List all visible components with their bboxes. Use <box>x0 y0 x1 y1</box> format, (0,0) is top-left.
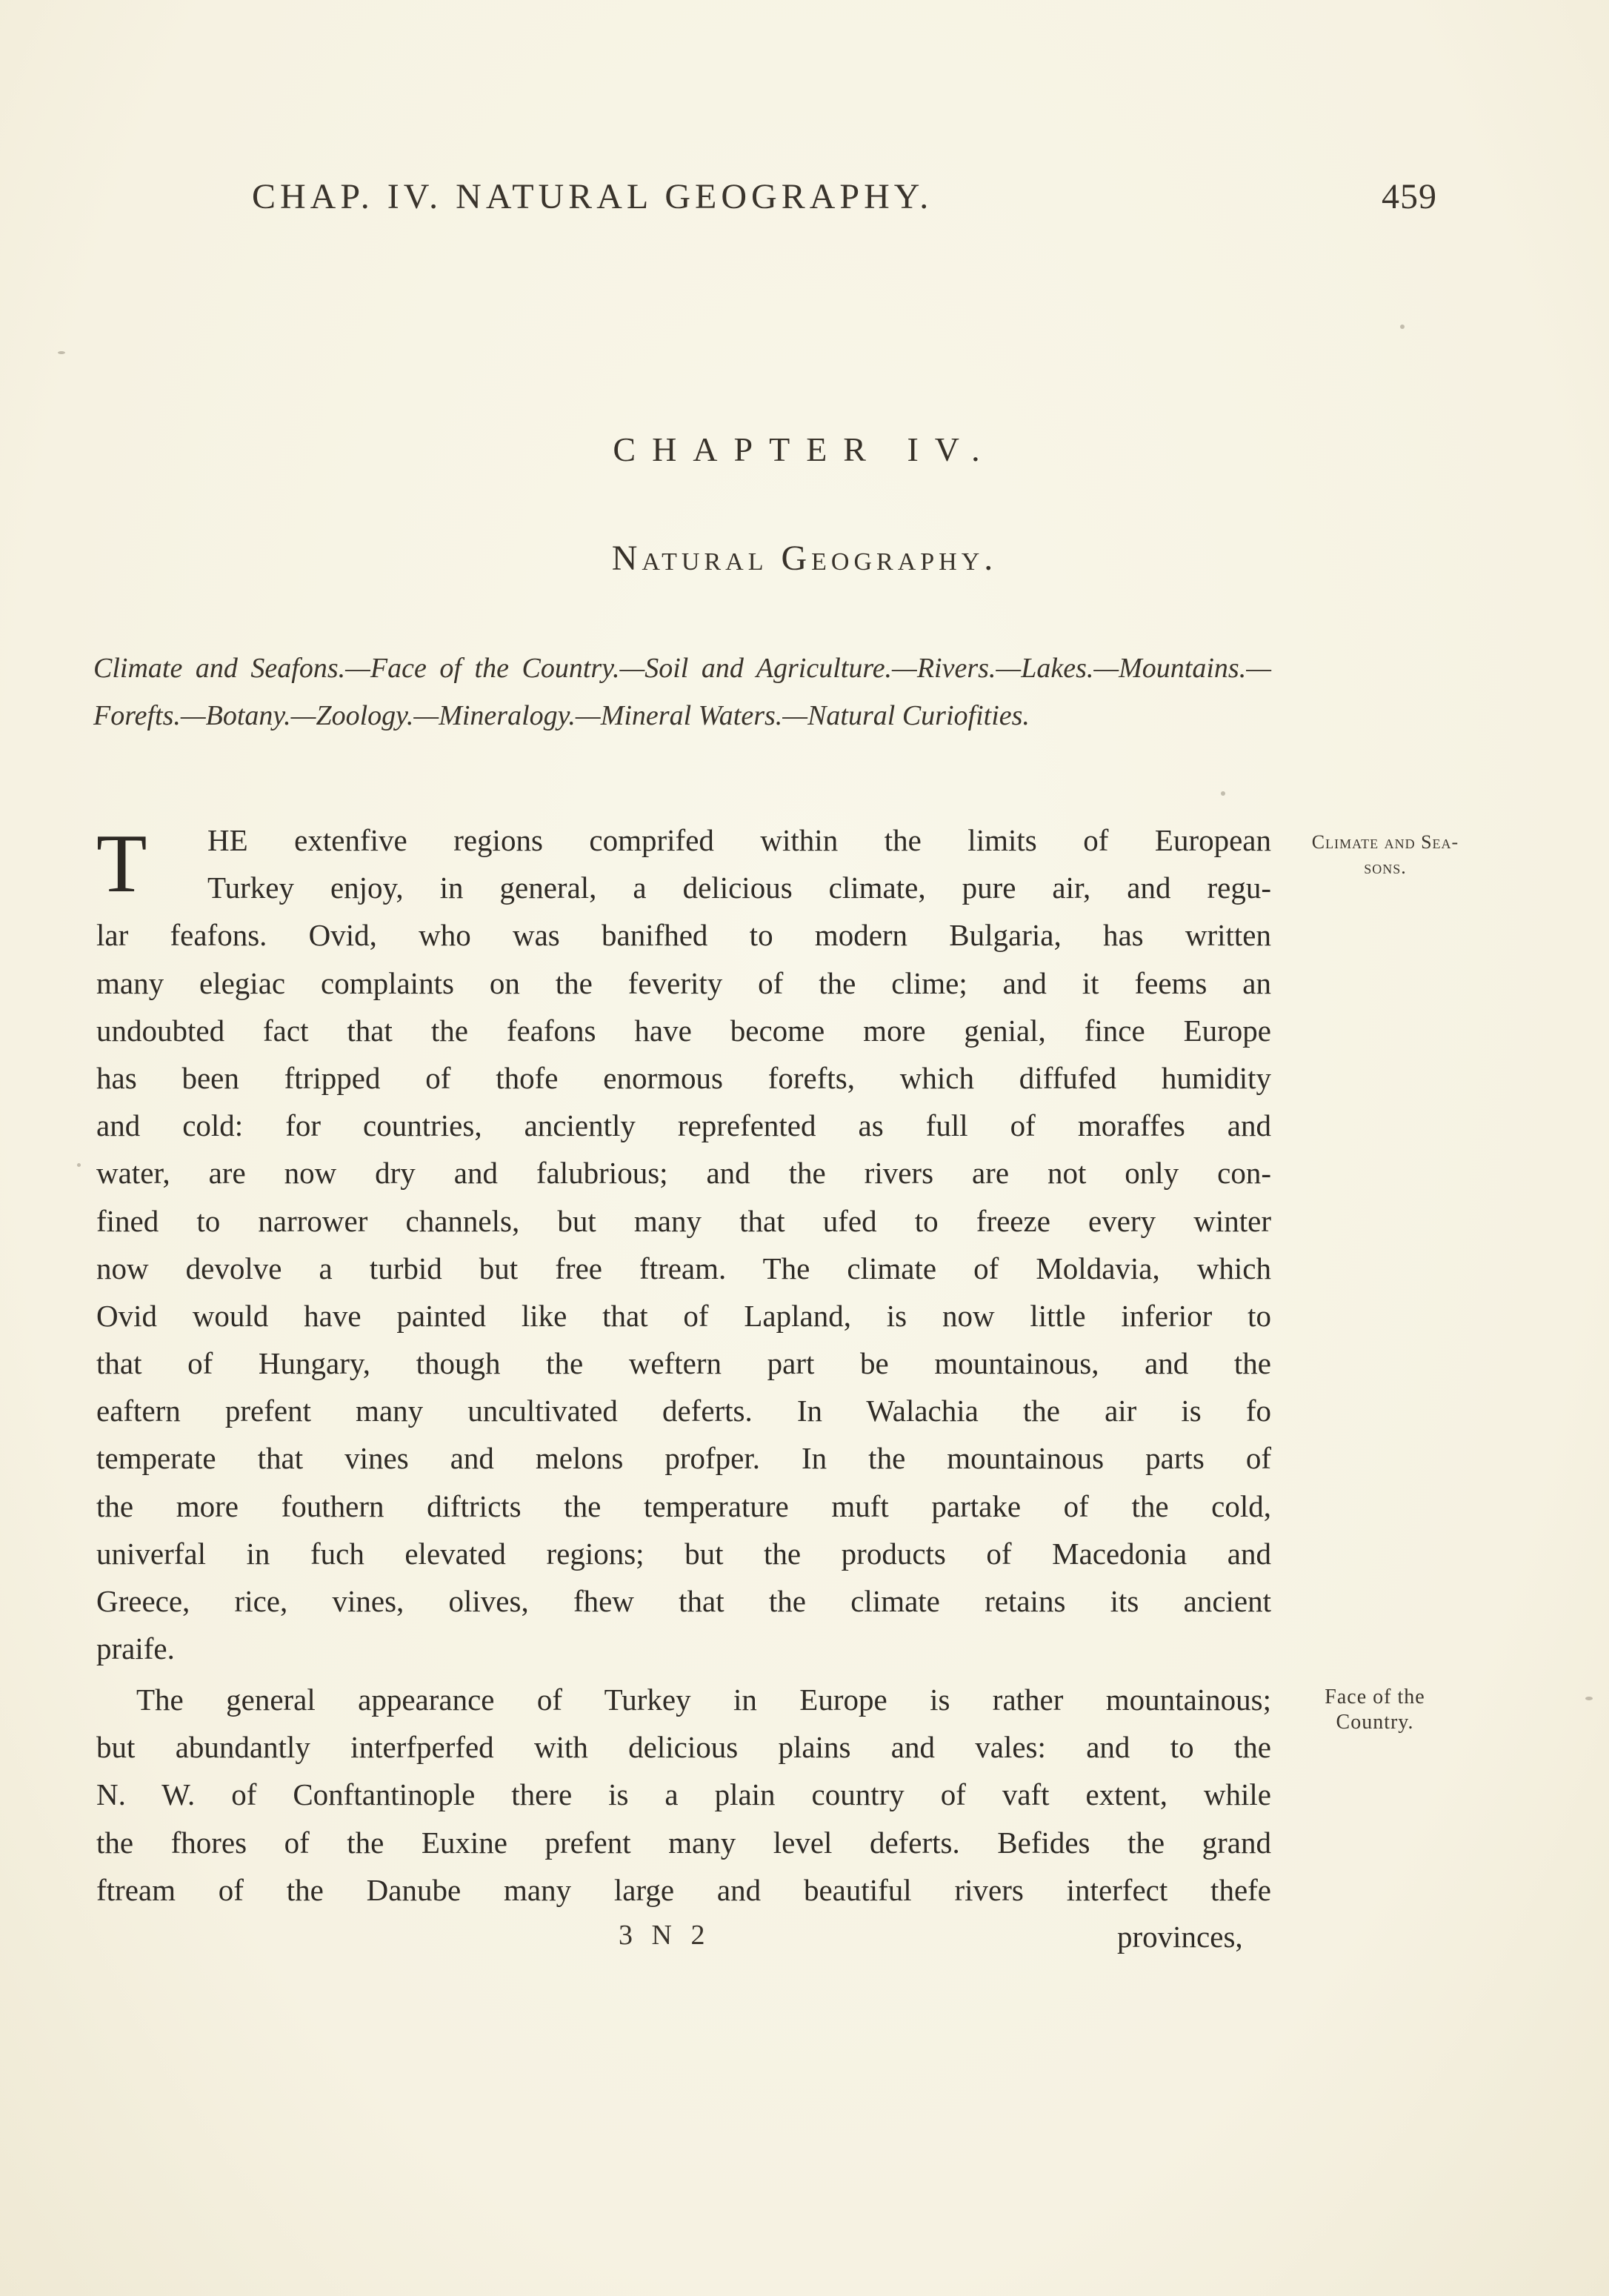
text-line: Turkey enjoy, in general, a delicious climate, pure air, and regu- <box>207 871 1271 905</box>
paper-speck <box>1585 1697 1593 1700</box>
text-line: ftream of the Danube many large and beautiful rivers interfect thefe <box>96 1872 1271 1907</box>
text-line: that of Hungary, though the weftern part be mountainous, and the <box>96 1346 1271 1381</box>
paper-speck <box>58 351 65 354</box>
text-line: the fhores of the Euxine prefent many level deferts. Befides the grand <box>96 1825 1271 1860</box>
text-line: many elegiac complaints on the feverity of the clime; and it feems an <box>96 965 1271 1000</box>
chapter-heading: CHAPTER IV. <box>613 430 996 468</box>
text-line: the more fouthern diftricts the temperature muft partake of the cold, <box>96 1488 1271 1523</box>
text-line: fined to narrower channels, but many that ufed to freeze every winter <box>96 1203 1271 1238</box>
text-line: and cold: for countries, anciently reprefented as full of moraffes and <box>96 1108 1271 1143</box>
text-line: eaftern prefent many uncultivated deferts. In Walachia the air is fo <box>96 1394 1271 1428</box>
paper-speck <box>1221 791 1225 796</box>
text-line: lar feafons. Ovid, who was banifhed to modern Bulgaria, has written <box>96 918 1271 953</box>
text-line: now devolve a turbid but free ftream. The climate of Moldavia, which <box>96 1251 1271 1285</box>
text-line: HE extenfive regions comprifed within the limits of European <box>207 823 1271 857</box>
catchword: provinces, <box>1117 1920 1243 1954</box>
text-line: temperate that vines and melons profper. In the mountainous parts of <box>96 1441 1271 1476</box>
running-head <box>252 176 1437 221</box>
page-number: 459 <box>1382 177 1437 216</box>
text-line: undoubted fact that the feafons have become more genial, fince Europe <box>96 1013 1271 1048</box>
text-line: water, are now dry and falubrious; and the rivers are not only con- <box>96 1156 1271 1191</box>
text-line: The general appearance of Turkey in Europe is rather mountainous; <box>136 1683 1271 1717</box>
text-line: praife. <box>96 1631 175 1666</box>
margin-note-face-of-country: Face of the Country. <box>1325 1686 1425 1734</box>
paragraph-face-of-country <box>96 1676 1271 1914</box>
text-line: but abundantly interfperfed with delicious plains and vales: and to the <box>96 1730 1271 1765</box>
margin-note-climate: Climate and Sea-sons. <box>1311 831 1459 878</box>
chapter-synopsis: Climate and Seafons.—Face of the Country.—Soil and Agriculture.—Rivers.—Lakes.—Mountains.—Forefts.—Botany.—Zoology.—Mineralogy.—Mineral Waters.—Natural Curiofities. <box>93 653 1271 731</box>
paper-speck <box>1400 325 1405 329</box>
signature-mark: 3 N 2 <box>619 1920 711 1951</box>
running-head-title: CHAP. IV. NATURAL GEOGRAPHY. <box>252 177 933 216</box>
paragraph-climate <box>96 816 1271 1672</box>
paper-speck <box>77 1163 81 1167</box>
text-line: univerfal in fuch elevated regions; but the products of Macedonia and <box>96 1536 1271 1571</box>
drop-cap: T <box>96 818 147 910</box>
section-heading: Natural Geography. <box>611 539 998 578</box>
text-line: N. W. of Conftantinople there is a plain country of vaft extent, while <box>96 1777 1271 1812</box>
text-line: Greece, rice, vines, olives, fhew that the climate retains its ancient <box>96 1584 1271 1618</box>
text-line: has been ftripped of thofe enormous forefts, which diffufed humidity <box>96 1060 1271 1095</box>
text-line: Ovid would have painted like that of Lapland, is now little inferior to <box>96 1298 1271 1333</box>
